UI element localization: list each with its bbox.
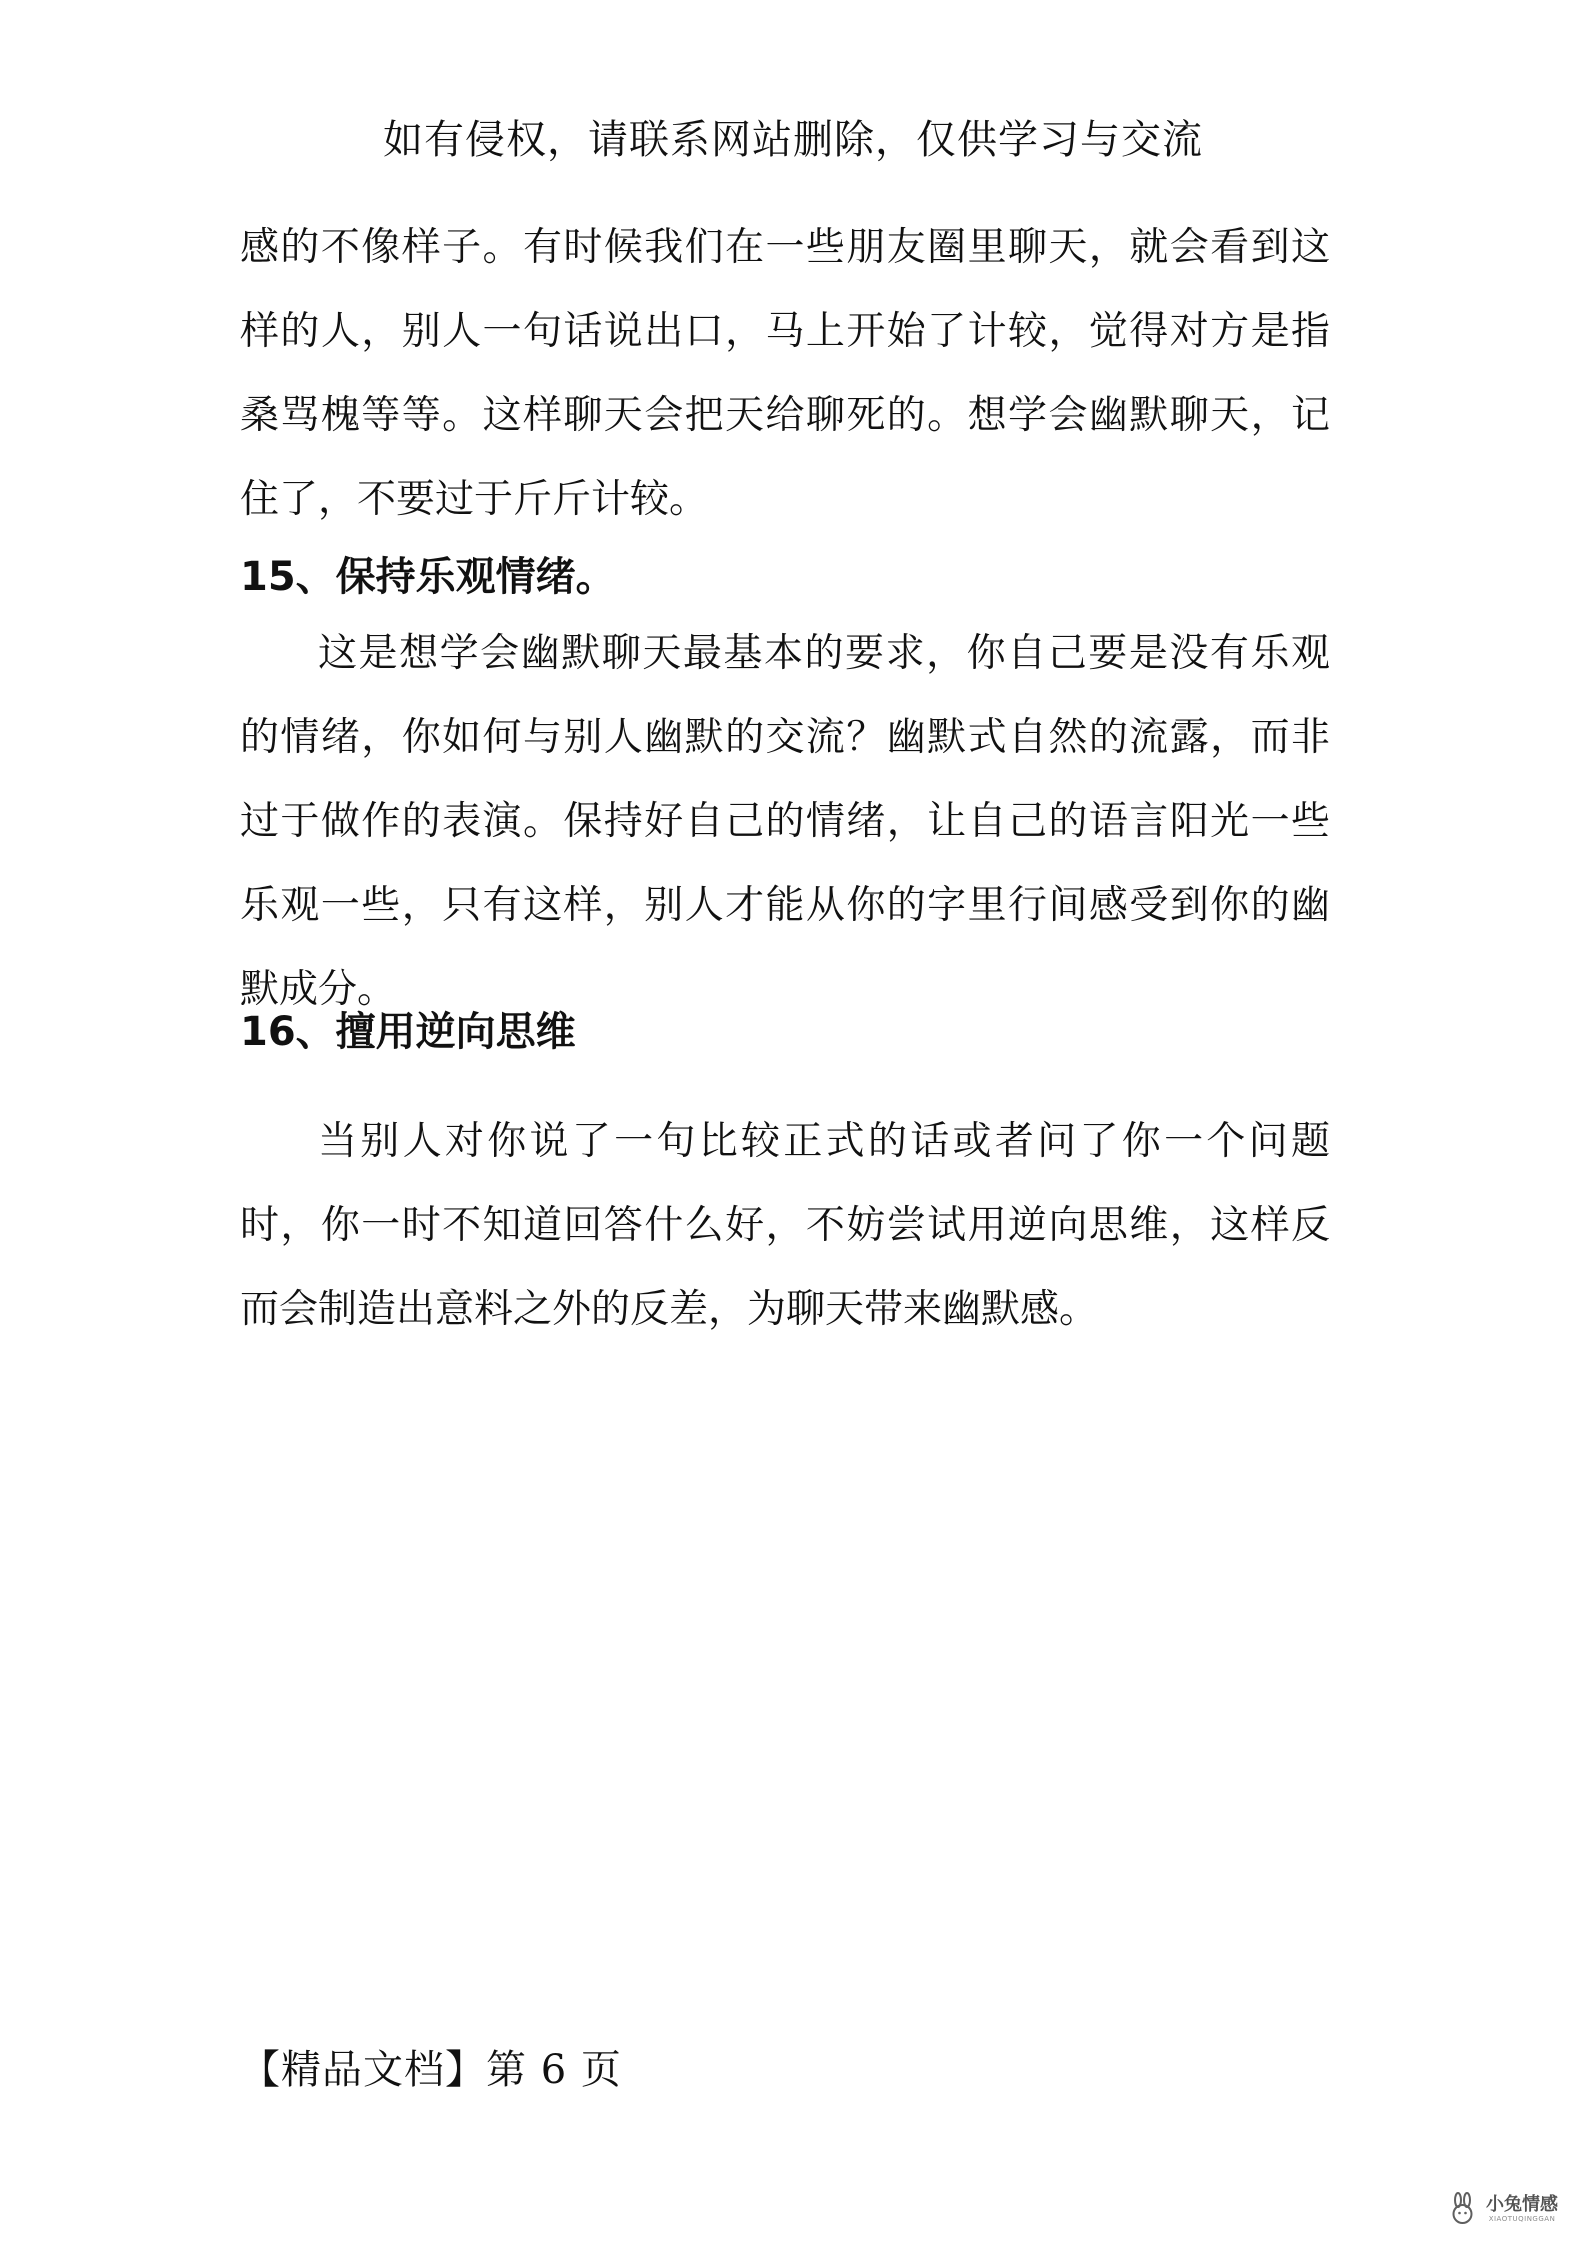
- page-footer: 【精品文档】第 6 页: [240, 2047, 622, 2093]
- paragraph-section-15: 这是想学会幽默聊天最基本的要求，你自己要是没有乐观的情绪，你如何与别人幽默的交流？幽默式自然的流露，而非过于做作的表演。保持好自己的情绪，让自己的语言阳光一些乐观一些，只有这样，别人才能从你的字里行间感受到你的幽默成分。: [240, 631, 1330, 1012]
- page-header: 如有侵权，请联系网站删除，仅供学习与交流: [383, 117, 1203, 163]
- watermark-subtitle: XIAOTUQINGGAN: [1488, 2214, 1556, 2223]
- heading-section-16: 16、擅用逆向思维: [240, 1009, 576, 1055]
- heading-section-15: 15、保持乐观情绪。: [240, 554, 616, 600]
- watermark-title: 小兔情感: [1486, 2193, 1558, 2215]
- paragraph-section-16: 当别人对你说了一句比较正式的话或者问了你一个问题时，你一时不知道回答什么好，不妨尝试用逆向思维，这样反而会制造出意料之外的反差，为聊天带来幽默感。: [240, 1119, 1330, 1332]
- watermark: [1446, 2192, 1558, 2226]
- paragraph-intro: 感的不像样子。有时候我们在一些朋友圈里聊天，就会看到这样的人，别人一句话说出口，马上开始了计较，觉得对方是指桑骂槐等等。这样聊天会把天给聊死的。想学会幽默聊天，记住了，不要过于斤斤计较。: [240, 225, 1330, 522]
- rabbit-logo-icon: [1446, 2192, 1480, 2226]
